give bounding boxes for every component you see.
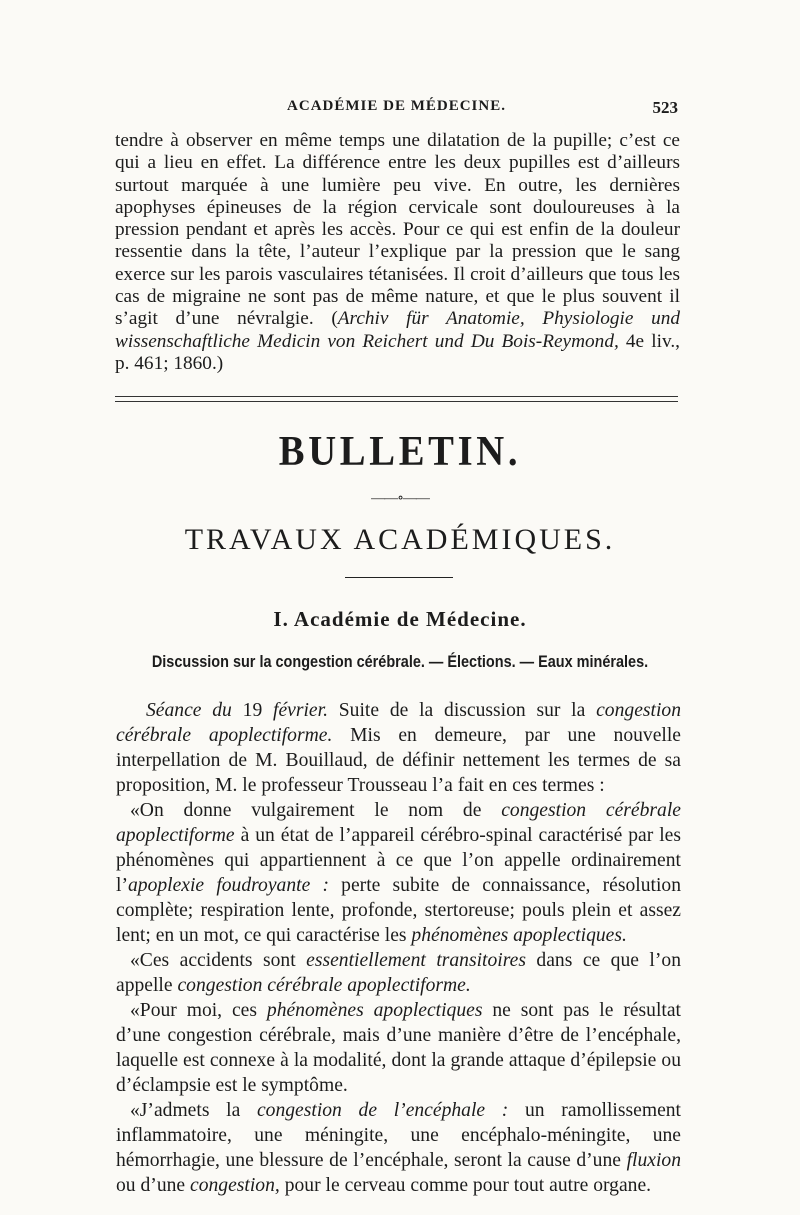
text-run: ne sont pas le résultat d’une congestion cérébrale, mais d’une manière d’être de l’encéphale, laquelle est connexe à la modalité, dont la grande attaque d’épilepsie ou d’éclampsie est le symptôme. (116, 1000, 682, 1096)
text-run: «On donne vulgairement le nom de (130, 800, 502, 821)
italic-run: congestion cérébrale apoplectiforme. (116, 700, 681, 746)
seance-label: Séance du (146, 700, 232, 721)
italic-run: congestion cérébrale apoplectiforme (116, 800, 681, 846)
ornament-divider: ——∘—— (371, 491, 429, 506)
intro-paragraph (115, 130, 680, 375)
page-header (115, 98, 678, 126)
text-run: «Ces accidents sont (130, 950, 307, 971)
quote-paragraph-2 (116, 948, 681, 998)
text-run: Suite de la discussion sur la (327, 700, 597, 721)
citation-title: Archiv für Anatomie, Physiologie und wissenschaftliche Medicin von Reichert und Du Bois-Reymond, (115, 308, 681, 352)
double-rule-divider (115, 396, 678, 402)
text-run: à un état de l’appareil cérébro-spinal caractérisé par les phénomènes qui appartiennent à ce que l’on appelle ordinairement l’ (116, 825, 681, 896)
text-run: dans ce que l’on appelle (116, 950, 681, 996)
citation-end: 4e liv., p. 461; 1860.) (115, 330, 680, 374)
text-run: «J’admets la (130, 1100, 257, 1121)
italic-run: phénomènes apoplectiques (266, 1000, 483, 1021)
quote-paragraph-3 (116, 998, 681, 1098)
italic-run: congestion cérébrale apoplectiforme. (177, 975, 471, 996)
text-run: «Pour moi, ces (130, 1000, 267, 1021)
text-run: perte subite de connaissance, résolution complète; respiration lente, profonde, stertoreuse; pouls plein et assez lent; en un mot, ce qui caractérise les (116, 875, 682, 946)
text-run: pour le cerveau comme pour tout autre organe. (279, 1175, 652, 1196)
quote-paragraph-1 (116, 798, 681, 948)
bulletin-heading: BULLETIN. (278, 429, 522, 475)
quote-paragraph-4 (116, 1098, 681, 1198)
italic-run: apoplexie foudroyante : (127, 875, 329, 896)
section-title: I. Académie de Médecine. (273, 607, 527, 631)
italic-run: phénomènes apoplectiques. (411, 925, 627, 946)
travaux-heading: TRAVAUX ACADÉMIQUES. (184, 523, 616, 556)
seance-month: février. (273, 700, 328, 721)
italic-run: congestion, (190, 1175, 280, 1196)
text-run: un ramollissement inflammatoire, une méningite, une encéphalo-méningite, une hémorrhagie, une blessure de l’encéphale, seront la cause d’une (116, 1100, 682, 1171)
italic-run: congestion de l’encéphale : (256, 1100, 509, 1121)
text-run: ou d’une (116, 1175, 191, 1196)
running-title: ACADÉMIE DE MÉDECINE. (287, 98, 506, 114)
intro-text: tendre à observer en même temps une dilatation de la pupille; c’est ce qui a lieu en effet. La différence entre les deux pupilles est d’ailleurs surtout marquée à une lumière peu vive. En outre, les dernières apophyses épineuses de la région cervicale sont douloureuses à la pression pendant et après les accès. Pour ce qui est enfin de la douleur ressentie dans la tête, l’auteur l’explique par la pression que le sang exerce sur les parois vasculaires tétanisées. Il croit d’ailleurs que tous les cas de migraine ne sont pas de même nature, et que le plus souvent il s’agit d’une névralgie. ( (115, 130, 680, 330)
seance-paragraph (116, 698, 681, 798)
body-text (116, 698, 681, 1198)
italic-run: essentiellement transitoires (306, 950, 526, 971)
section-subtitle: Discussion sur la congestion cérébrale. — Élections. — Eaux minérales. (151, 652, 649, 671)
text-run: Mis en demeure, par une nouvelle interpellation de M. Bouillaud, de définir nettement les termes de sa proposition, M. le professeur Trousseau l’a fait en ces termes : (116, 725, 682, 796)
page-number: 523 (652, 98, 678, 117)
italic-run: fluxion (626, 1150, 681, 1171)
seance-day: 19 (231, 700, 274, 721)
short-rule-divider (345, 577, 453, 578)
